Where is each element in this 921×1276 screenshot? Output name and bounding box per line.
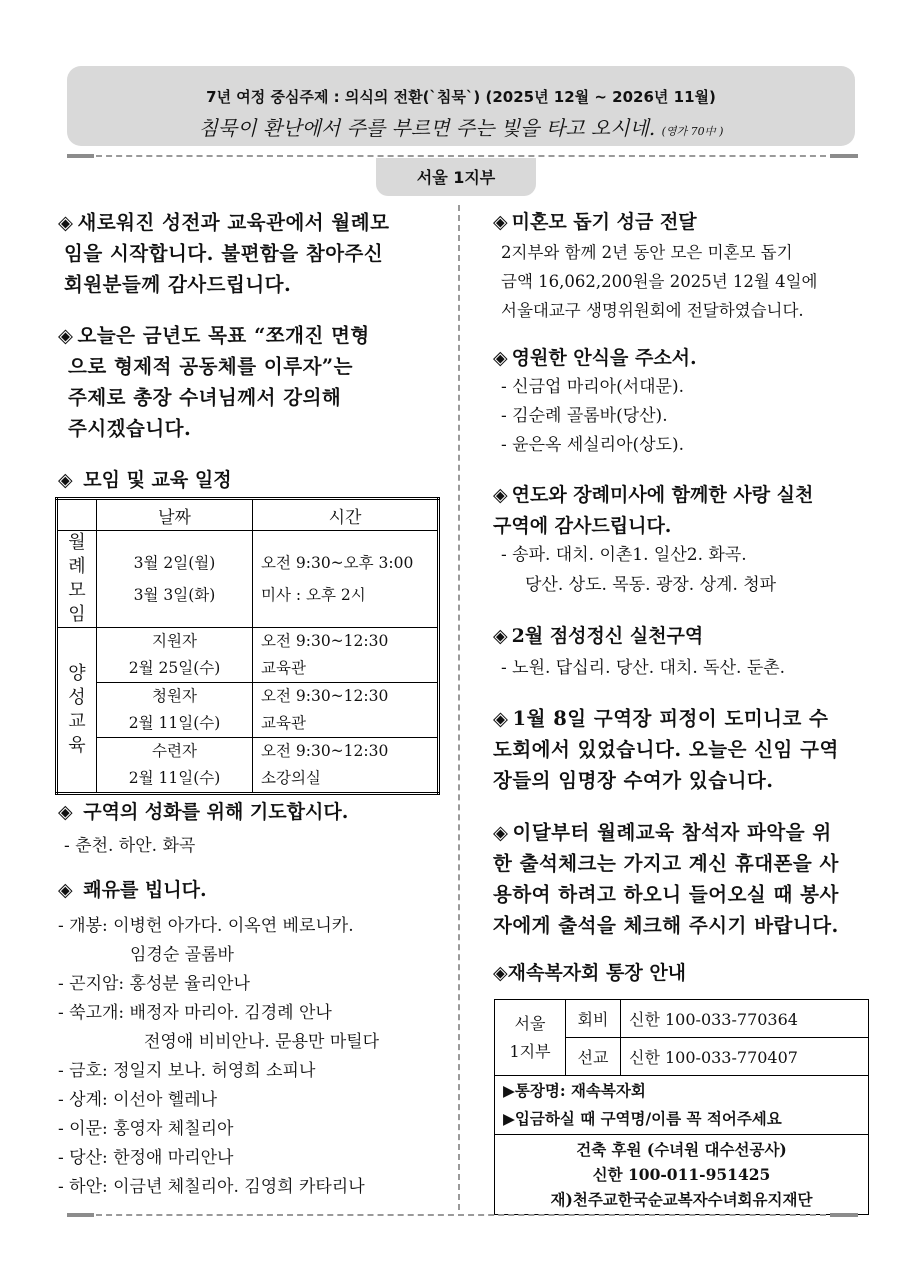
schedule-table bbox=[55, 497, 440, 795]
diamond-bullet-icon: ◈ bbox=[493, 211, 508, 233]
mihonmo-body: 2지부와 함께 2년 동안 모은 미혼모 돕기 금액 16,062,200원을 2025년 12월 4일에 서울대교구 생명위원회에 전달하였습니다. bbox=[501, 243, 818, 320]
column-divider bbox=[458, 205, 460, 1210]
monthly-times: 오전 9:30~오후 3:00 미사 : 오후 2시 bbox=[253, 531, 439, 628]
pray-title: ◈ 구역의 성화를 위해 기도합시다. bbox=[58, 801, 349, 823]
theme-line: 7년 여정 중심주제 : 의식의 전환(`침묵`) (2025년 12월 ~ 2026년 11월) bbox=[206, 88, 716, 106]
thanks-title: ◈ 연도와 장례미사에 함께한 사랑 실천 구역에 감사드립니다. bbox=[493, 484, 814, 537]
diamond-bullet-icon: ◈ bbox=[58, 879, 73, 901]
header-date: 날짜 bbox=[97, 499, 253, 531]
notice-new-building: ◈ 새로워진 성전과 교육관에서 월례모 임을 시작합니다. 불편함을 참아주신 회원분들께 감사드립니다. bbox=[58, 211, 390, 296]
education-label: 양 성 교 육 bbox=[57, 628, 97, 794]
branch-tab: 서울 1지부 bbox=[376, 158, 536, 196]
diamond-bullet-icon: ◈ bbox=[58, 211, 74, 234]
diamond-bullet-icon: ◈ bbox=[493, 625, 508, 647]
table-row: 청원자 2월 11일(수) 오전 9:30~12:30 교육관 bbox=[57, 683, 439, 738]
table-row: 양 성 교 육 지원자 2월 25일(수) 오전 9:30~12:30 교육관 bbox=[57, 628, 439, 683]
mihonmo-title: ◈ 미혼모 돕기 성금 전달 bbox=[493, 211, 697, 233]
table-row: 선교 신한 100-033-770407 bbox=[495, 1038, 869, 1076]
attendance-notice: ◈ 이달부터 월례교육 참석자 파악을 위 한 출석체크는 가지고 계신 휴대폰을 사 용하여 하려고 하오니 들어오실 때 봉사 자에게 출석을 체크해 주시기 바랍니다. bbox=[493, 821, 839, 937]
diamond-bullet-icon: ◈ bbox=[58, 801, 73, 823]
divider-cap-right bbox=[830, 1213, 858, 1217]
table-row bbox=[495, 1135, 869, 1215]
theme-banner bbox=[67, 66, 855, 146]
rest-title: ◈ 영원한 안식을 주소서. bbox=[493, 347, 697, 369]
diamond-bullet-icon: ◈ bbox=[493, 707, 509, 730]
building-donation: 건축 후원 (수녀원 대수선공사) 신한 100-011-951425 재)천주교한국순교복자수녀회유지재단 bbox=[495, 1135, 869, 1215]
monthly-label: 월 례 모 임 bbox=[57, 531, 97, 628]
mission-account: 신한 100-033-770407 bbox=[621, 1038, 869, 1076]
heal-title: ◈ 쾌유를 빕니다. bbox=[58, 879, 207, 901]
branch-label: 서울 1지부 bbox=[495, 1000, 566, 1076]
divider-cap-left bbox=[67, 1213, 94, 1217]
divider-bottom bbox=[96, 1214, 826, 1216]
divider-cap-right bbox=[830, 154, 858, 158]
account-owner-note: ▶통장명: 재속복자회 ▶입금하실 때 구역명/이름 꼭 적어주세요 bbox=[495, 1076, 869, 1135]
table-row bbox=[495, 1076, 869, 1135]
diamond-bullet-icon: ◈ bbox=[58, 324, 74, 347]
schedule-title: ◈ 모임 및 교육 일정 bbox=[58, 469, 232, 491]
jan-notice: ◈ 1월 8일 구역장 피정이 도미니코 수 도회에서 있었습니다. 오늘은 신임 구역 장들의 임명장 수여가 있습니다. bbox=[493, 707, 839, 792]
notice-lecture: ◈ 오늘은 금년도 목표 “쪼개진 면형 으로 형제적 공동체를 이루자”는 주제로 총장 수녀님께서 강의해 주시겠습니다. bbox=[58, 324, 370, 440]
divider-cap-left bbox=[67, 154, 94, 158]
table-row: 서울 1지부 회비 신한 100-033-770364 bbox=[495, 1000, 869, 1038]
table-header-row bbox=[57, 499, 439, 531]
feb-list: - 노원. 답십리. 당산. 대치. 독산. 둔촌. bbox=[501, 658, 786, 678]
heal-list: - 개봉: 이병헌 아가다. 이옥연 베로니카. 임경순 골롬바 - 곤지암: 홍성분 율리안나 - 쑥고개: 배정자 마리아. 김경례 안나 전영애 비비안나. 문용만 마틸다 - 금호: 정일지 보나. 허영희 소피나 - 상계: 이선아 헬레나 - 이문: 홍영자 체칠리아 - 당산: 한정애 마리안나 - 하안: 이금년 체칠리아. 김영희 카타리나 bbox=[58, 916, 380, 1197]
diamond-bullet-icon: ◈ bbox=[493, 821, 509, 844]
thanks-list: - 송파. 대치. 이촌1. 일산2. 화곡. 당산. 상도. 목동. 광장. 상계. 청파 bbox=[501, 545, 777, 595]
pray-list: - 춘천. 하안. 화곡 bbox=[64, 836, 196, 856]
scripture-line: 침묵이 환난에서 주를 부르면 주는 빛을 타고 오시네. (영가 70中 ) bbox=[198, 116, 724, 140]
account-table bbox=[494, 999, 869, 1215]
fee-account: 신한 100-033-770364 bbox=[621, 1000, 869, 1038]
diamond-bullet-icon: ◈ bbox=[493, 962, 508, 984]
table-row: 수련자 2월 11일(수) 오전 9:30~12:30 소강의실 bbox=[57, 738, 439, 794]
rest-list: - 신금업 마리아(서대문). - 김순례 골롬바(당산). - 윤은옥 세실리아(상도). bbox=[501, 377, 685, 455]
diamond-bullet-icon: ◈ bbox=[493, 484, 508, 506]
diamond-bullet-icon: ◈ bbox=[58, 469, 73, 491]
header-time: 시간 bbox=[253, 499, 439, 531]
table-row bbox=[57, 531, 439, 628]
monthly-dates: 3월 2일(월) 3월 3일(화) bbox=[97, 531, 253, 628]
feb-title: ◈ 2월 점성정신 실천구역 bbox=[493, 625, 704, 647]
account-title: ◈재속복자회 통장 안내 bbox=[493, 962, 687, 984]
divider-top bbox=[96, 155, 826, 157]
diamond-bullet-icon: ◈ bbox=[493, 347, 508, 369]
